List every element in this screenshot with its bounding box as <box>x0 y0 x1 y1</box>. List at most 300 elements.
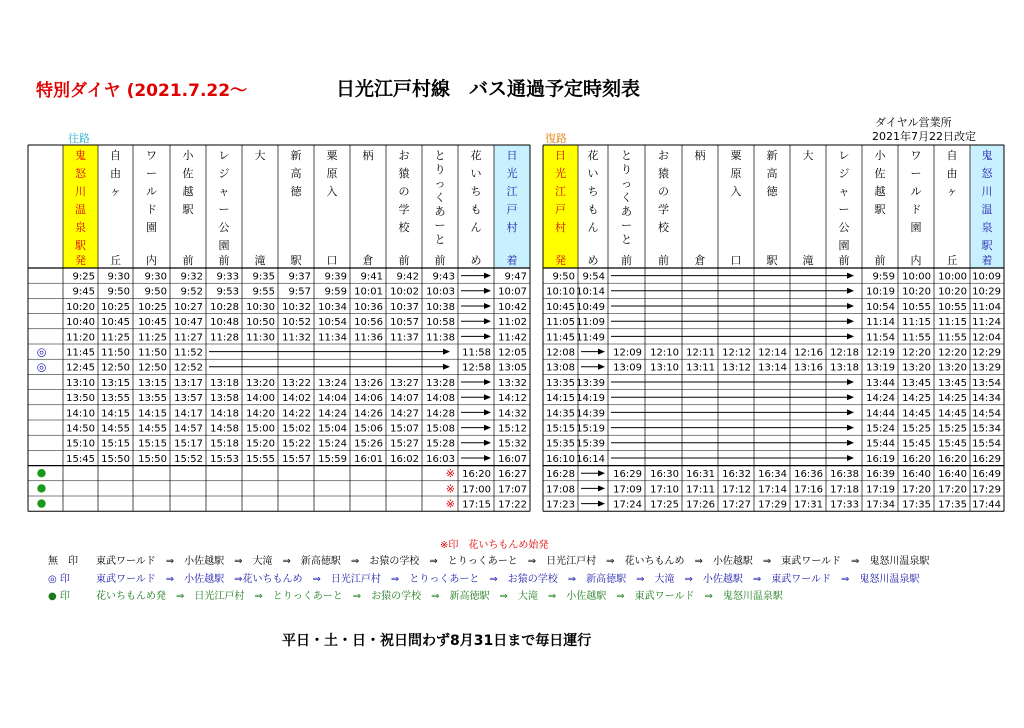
time-cell: 11:20 <box>66 332 95 344</box>
time-cell: 17:23 <box>546 499 575 511</box>
time-cell: 12:08 <box>546 347 575 359</box>
time-cell: 14:20 <box>246 408 275 420</box>
time-cell: 15:32 <box>498 438 527 450</box>
pass-arrow-head <box>598 349 605 355</box>
time-cell: 11:50 <box>101 347 130 359</box>
green-dot-marker <box>37 484 45 492</box>
time-cell: 15:39 <box>576 438 605 450</box>
time-cell: 15:18 <box>210 438 239 450</box>
time-cell: 14:15 <box>546 393 575 405</box>
time-cell: 13:20 <box>902 362 931 374</box>
time-cell: 13:09 <box>613 362 642 374</box>
stop-suffix: 前 <box>621 254 632 267</box>
time-cell: 12:04 <box>972 332 1001 344</box>
pass-arrow-head <box>598 501 605 507</box>
time-cell: 15:57 <box>282 453 311 465</box>
time-cell: 15:45 <box>902 438 931 450</box>
time-cell: 14:45 <box>938 408 967 420</box>
stop-suffix: 内 <box>146 254 157 267</box>
time-cell: 10:09 <box>972 271 1001 283</box>
time-cell: 10:52 <box>282 317 311 329</box>
time-cell: 15:00 <box>246 423 275 435</box>
time-cell: 10:20 <box>938 286 967 298</box>
time-cell: 13:55 <box>101 393 130 405</box>
time-cell: 11:30 <box>246 332 275 344</box>
legend-route: 東武ワールド ⇒ 小佐越駅 ⇒花いちもんめ ⇒ 日光江戸村 ⇒ とりっくあーと ⇒ お猿の学校 ⇒ 新高徳駅 ⇒ 大滝 ⇒ 小佐越駅 ⇒ 東武ワールド ⇒ 鬼怒川温泉駅 <box>96 574 920 585</box>
stop-name-char: お <box>658 149 669 162</box>
time-cell: 13:35 <box>546 377 575 389</box>
time-cell: 9:41 <box>360 271 383 283</box>
time-cell: 9:53 <box>216 286 239 298</box>
time-cell: 15:24 <box>866 423 895 435</box>
stop-name-char: ち <box>470 185 482 198</box>
time-cell: 15:24 <box>318 438 347 450</box>
time-cell: 16:36 <box>794 469 823 481</box>
time-cell: 15:44 <box>866 438 895 450</box>
stop-suffix: 内 <box>910 254 922 267</box>
time-cell: 13:16 <box>794 362 823 374</box>
time-cell: 10:03 <box>426 286 455 298</box>
time-cell: 12:20 <box>938 347 967 359</box>
stop-name-char: 由 <box>110 167 121 180</box>
pass-arrow-long-head <box>847 394 854 400</box>
time-cell: 14:19 <box>576 393 605 405</box>
stop-name-char: 花 <box>587 149 599 162</box>
time-cell: 17:31 <box>794 499 823 511</box>
pass-arrow-head <box>484 318 491 324</box>
green-dot-marker <box>37 469 45 477</box>
stop-name-char: お <box>398 149 410 162</box>
time-cell: 15:25 <box>902 423 931 435</box>
double-circle-marker: ◎ <box>36 360 47 374</box>
stop-name-char: ー <box>434 219 446 232</box>
stop-name-char: く <box>434 191 446 204</box>
stop-name-char: 入 <box>730 185 742 198</box>
time-cell: 10:02 <box>390 286 419 298</box>
stop-name-char: ジ <box>838 167 850 180</box>
stop-suffix: 丘 <box>110 254 121 267</box>
time-cell: 13:17 <box>174 377 203 389</box>
time-cell: 14:08 <box>426 393 455 405</box>
time-cell: 17:33 <box>830 499 859 511</box>
time-cell: 15:17 <box>174 438 203 450</box>
time-cell: 17:27 <box>722 499 751 511</box>
stop-suffix: 前 <box>874 254 886 267</box>
time-cell: 15:45 <box>66 453 95 465</box>
time-cell: 10:01 <box>354 286 383 298</box>
stop-name-char: 花 <box>470 149 482 162</box>
stop-suffix: 着 <box>981 254 993 267</box>
time-cell: 9:52 <box>180 286 203 298</box>
stop-name-char: い <box>470 167 482 180</box>
pass-arrow-long-head <box>847 409 854 415</box>
time-cell: 17:11 <box>686 484 715 496</box>
time-cell: 13:44 <box>866 377 895 389</box>
stop-name-char: と <box>434 149 446 162</box>
time-cell: 13:32 <box>498 377 527 389</box>
stop-name-char: 入 <box>326 185 338 198</box>
time-cell: 10:45 <box>101 317 130 329</box>
time-cell: 11:28 <box>210 332 239 344</box>
time-cell: 13:05 <box>498 362 527 374</box>
stop-name-char: 由 <box>946 167 958 180</box>
time-cell: 12:29 <box>972 347 1001 359</box>
time-cell: 11:32 <box>282 332 311 344</box>
time-cell: 15:15 <box>546 423 575 435</box>
time-cell: 17:29 <box>972 484 1001 496</box>
stop-name-char: 校 <box>658 221 669 234</box>
time-cell: 13:22 <box>282 377 311 389</box>
stop-name-char: レ <box>838 149 850 162</box>
time-cell: 14:06 <box>354 393 383 405</box>
time-cell: 16:29 <box>972 453 1001 465</box>
time-cell: 10:56 <box>354 317 383 329</box>
time-cell: 11:37 <box>390 332 419 344</box>
double-circle-marker: ◎ <box>36 345 47 359</box>
time-cell: 11:02 <box>498 317 527 329</box>
time-cell: 9:45 <box>72 286 95 298</box>
time-cell: 15:12 <box>498 423 527 435</box>
stop-name-char: ジ <box>218 167 230 180</box>
time-cell: 10:55 <box>938 301 967 313</box>
time-cell: 13:14 <box>758 362 787 374</box>
time-cell: 14:39 <box>576 408 605 420</box>
time-cell: 15:22 <box>282 438 311 450</box>
time-cell: 11:24 <box>972 317 1001 329</box>
time-cell: 14:12 <box>498 393 527 405</box>
time-cell: 16:20 <box>938 453 967 465</box>
time-cell: 12:58 <box>462 362 491 374</box>
stop-suffix: め <box>470 254 482 267</box>
stop-name-char: 村 <box>506 221 518 234</box>
time-cell: 17:14 <box>758 484 787 496</box>
time-cell: 15:15 <box>101 438 130 450</box>
stop-name-char: 柄 <box>694 149 706 162</box>
time-cell: 14:57 <box>174 423 203 435</box>
time-cell: 16:28 <box>546 469 575 481</box>
time-cell: 16:03 <box>426 453 455 465</box>
time-cell: 10:14 <box>576 286 605 298</box>
page-title: 日光江戸村線 バス通過予定時刻表 <box>336 78 641 100</box>
pass-arrow-head <box>484 333 491 339</box>
stop-name-char: く <box>621 191 632 204</box>
stop-name-char: 粟 <box>326 149 338 162</box>
time-cell: 10:00 <box>902 271 931 283</box>
time-cell: 17:24 <box>613 499 642 511</box>
time-cell: 10:55 <box>902 301 931 313</box>
time-cell: 13:50 <box>66 393 95 405</box>
stop-name-char: 公 <box>218 221 230 234</box>
time-cell: 10:36 <box>354 301 383 313</box>
time-cell: 17:18 <box>830 484 859 496</box>
time-cell: 10:25 <box>138 301 167 313</box>
time-cell: 12:14 <box>758 347 787 359</box>
time-cell: 17:09 <box>613 484 642 496</box>
time-cell: 11:09 <box>576 317 605 329</box>
stop-name-char: 高 <box>290 167 302 180</box>
time-cell: 13:58 <box>210 393 239 405</box>
time-cell: 15:02 <box>282 423 311 435</box>
time-cell: 17:15 <box>462 499 491 511</box>
time-cell: 14:04 <box>318 393 347 405</box>
time-cell: 15:26 <box>354 438 383 450</box>
operation-note: 平日・土・日・祝日問わず8月31日まで毎日運行 <box>282 633 592 649</box>
time-cell: 17:44 <box>972 499 1001 511</box>
time-cell: 16:31 <box>686 469 715 481</box>
time-cell: 10:42 <box>498 301 527 313</box>
stop-name-char: 学 <box>658 203 669 216</box>
stop-name-char: り <box>434 163 446 176</box>
time-cell: 10:27 <box>174 301 203 313</box>
stop-name-char: も <box>587 203 599 216</box>
time-cell: 10:28 <box>210 301 239 313</box>
time-cell: 13:29 <box>972 362 1001 374</box>
time-cell: 11:38 <box>426 332 455 344</box>
stop-suffix: 前 <box>398 254 410 267</box>
stop-suffix: 滝 <box>802 254 814 267</box>
stop-name-char: 園 <box>838 239 850 252</box>
stop-name-char: あ <box>621 205 632 218</box>
legend-mark: 無 印 <box>48 556 78 567</box>
pass-arrow-long-head <box>847 333 854 339</box>
footnote: ※印 花いちもんめ始発 <box>440 540 549 551</box>
stop-name-char: 佐 <box>874 167 886 180</box>
time-cell: 9:30 <box>144 271 167 283</box>
time-cell: 10:45 <box>138 317 167 329</box>
time-cell: 15:08 <box>426 423 455 435</box>
pass-arrow-long-head <box>847 288 854 294</box>
stop-name-char: 原 <box>730 167 742 180</box>
stop-name-char: 新 <box>766 149 778 162</box>
stop-name-char: も <box>470 203 482 216</box>
stop-name-char: ル <box>910 185 922 198</box>
pass-arrow-long-head <box>847 425 854 431</box>
stop-name-char: 泉 <box>75 221 86 234</box>
pass-arrow-head <box>484 303 491 309</box>
office-name: ダイヤル営業所 <box>875 116 952 129</box>
time-cell: 10:38 <box>426 301 455 313</box>
green-dot-marker <box>37 499 45 507</box>
time-cell: 13:28 <box>426 377 455 389</box>
legend-row-plain <box>48 552 929 567</box>
stop-name-char: 越 <box>182 185 194 198</box>
time-cell: 11:14 <box>866 317 895 329</box>
time-cell: 12:16 <box>794 347 823 359</box>
time-cell: 11:45 <box>66 347 95 359</box>
stop-name-char: 自 <box>946 149 958 162</box>
time-cell: 11:05 <box>546 317 575 329</box>
time-cell: 16:32 <box>722 469 751 481</box>
time-cell: 16:38 <box>830 469 859 481</box>
time-cell: 11:15 <box>938 317 967 329</box>
stop-name-char: ん <box>470 221 482 234</box>
stop-name-char: 泉 <box>981 221 993 234</box>
time-cell: 15:20 <box>246 438 275 450</box>
stop-name-char: ド <box>910 203 922 216</box>
time-cell: 17:16 <box>794 484 823 496</box>
time-cell: 9:50 <box>552 271 575 283</box>
time-cell: 14:32 <box>498 408 527 420</box>
stop-name-char: 駅 <box>182 203 194 216</box>
stop-name-char: 猿 <box>398 167 410 180</box>
time-cell: 12:20 <box>902 347 931 359</box>
pass-arrow-long-head <box>443 349 450 355</box>
time-cell: 9:35 <box>252 271 275 283</box>
stop-name-char: ャ <box>838 185 850 198</box>
time-cell: 12:50 <box>138 362 167 374</box>
time-cell: 13:18 <box>830 362 859 374</box>
stop-suffix: 口 <box>326 254 338 267</box>
time-cell: 9:43 <box>432 271 455 283</box>
stop-name-char: 駅 <box>981 239 993 252</box>
time-cell: 17:20 <box>902 484 931 496</box>
stop-name-char: 柄 <box>362 149 374 162</box>
stop-suffix: 口 <box>730 254 742 267</box>
time-cell: 12:50 <box>101 362 130 374</box>
time-cell: 9:39 <box>324 271 347 283</box>
stop-name-char: ド <box>146 203 157 216</box>
stop-name-char: 越 <box>874 185 886 198</box>
time-cell: 14:55 <box>101 423 130 435</box>
stop-name-char: 徳 <box>290 185 302 198</box>
stop-name-char: ー <box>838 203 850 216</box>
time-cell: 14:25 <box>902 393 931 405</box>
time-cell: 11:50 <box>138 347 167 359</box>
time-cell: 14:17 <box>174 408 203 420</box>
time-cell: 16:34 <box>758 469 787 481</box>
stop-name-char: 園 <box>218 239 230 252</box>
time-cell: 17:35 <box>902 499 931 511</box>
stop-name-char: の <box>658 185 669 198</box>
time-cell: 15:10 <box>66 438 95 450</box>
time-cell: 9:59 <box>872 271 895 283</box>
stop-suffix: 滝 <box>254 254 266 267</box>
stop-name-char: 川 <box>981 185 993 198</box>
stop-name-char: 小 <box>874 149 886 162</box>
time-cell: 11:58 <box>462 347 491 359</box>
stop-name-char: 温 <box>75 203 86 216</box>
time-cell: 16:10 <box>546 453 575 465</box>
time-cell: 13:45 <box>938 377 967 389</box>
time-cell: 9:55 <box>252 286 275 298</box>
pass-arrow-head <box>484 379 491 385</box>
time-cell: 10:19 <box>866 286 895 298</box>
time-cell: 10:54 <box>318 317 347 329</box>
pass-arrow-long-head <box>847 318 854 324</box>
time-cell: 15:34 <box>972 423 1001 435</box>
time-cell: 14:27 <box>390 408 419 420</box>
stop-suffix: 倉 <box>362 254 374 267</box>
stop-suffix: 駅 <box>290 254 302 267</box>
stop-name-char: 佐 <box>182 167 194 180</box>
time-cell: 9:25 <box>72 271 95 283</box>
stop-suffix: 丘 <box>946 254 958 267</box>
pass-arrow-head <box>484 409 491 415</box>
time-cell: 10:40 <box>66 317 95 329</box>
time-cell: 15:25 <box>938 423 967 435</box>
time-cell: 9:30 <box>107 271 130 283</box>
time-cell: 12:09 <box>613 347 642 359</box>
time-cell: 11:49 <box>576 332 605 344</box>
time-cell: 16:02 <box>390 453 419 465</box>
pass-arrow-head <box>598 364 605 370</box>
time-cell: 10:47 <box>174 317 203 329</box>
time-cell: 10:20 <box>66 301 95 313</box>
time-cell: 14:15 <box>101 408 130 420</box>
time-cell: 10:07 <box>498 286 527 298</box>
time-cell: 13:08 <box>546 362 575 374</box>
time-cell: 10:45 <box>546 301 575 313</box>
stop-name-char: ワ <box>146 149 157 162</box>
time-cell: 17:08 <box>546 484 575 496</box>
stop-suffix: 倉 <box>694 254 706 267</box>
time-cell: 11:04 <box>972 301 1001 313</box>
time-cell: 17:29 <box>758 499 787 511</box>
time-cell: 9:37 <box>288 271 311 283</box>
time-cell: 17:20 <box>938 484 967 496</box>
legend-route: 花いちもんめ発 ⇒ 日光江戸村 ⇒ とりっくあーと ⇒ お猿の学校 ⇒ 新高徳駅 ⇒ 大滝 ⇒ 小佐越駅 ⇒ 東武ワールド ⇒ 鬼怒川温泉駅 <box>96 591 783 602</box>
stop-suffix: め <box>587 254 599 267</box>
time-cell: 10:30 <box>246 301 275 313</box>
time-cell: 17:34 <box>866 499 895 511</box>
time-cell: 14:44 <box>866 408 895 420</box>
time-cell: 15:15 <box>138 438 167 450</box>
time-cell: 13:27 <box>390 377 419 389</box>
time-cell: 13:20 <box>938 362 967 374</box>
time-cell: 11:45 <box>546 332 575 344</box>
time-cell: 11:25 <box>101 332 130 344</box>
time-cell: 16:40 <box>902 469 931 481</box>
time-cell: 10:50 <box>246 317 275 329</box>
time-cell: 9:50 <box>144 286 167 298</box>
origin-marker: ※ <box>445 482 455 496</box>
time-cell: 17:35 <box>938 499 967 511</box>
time-cell: 13:18 <box>210 377 239 389</box>
time-cell: 9:33 <box>216 271 239 283</box>
stop-name-char: っ <box>434 177 446 190</box>
stop-name-char: ヶ <box>110 185 121 198</box>
time-cell: 16:29 <box>613 469 642 481</box>
time-cell: 9:54 <box>582 271 605 283</box>
time-cell: 9:59 <box>324 286 347 298</box>
time-cell: 13:10 <box>650 362 679 374</box>
origin-marker: ※ <box>445 467 455 481</box>
time-cell: 16:01 <box>354 453 383 465</box>
stop-name-char: 新 <box>290 149 302 162</box>
stop-name-char: 村 <box>555 221 566 234</box>
time-cell: 16:39 <box>866 469 895 481</box>
time-cell: 16:40 <box>938 469 967 481</box>
stop-name-char: と <box>621 149 632 162</box>
stop-suffix: 前 <box>434 254 446 267</box>
time-cell: 10:00 <box>938 271 967 283</box>
stop-suffix: 前 <box>182 254 194 267</box>
stop-name-char: ー <box>218 203 230 216</box>
time-cell: 14:35 <box>546 408 575 420</box>
time-cell: 14:02 <box>282 393 311 405</box>
time-cell: 10:58 <box>426 317 455 329</box>
time-cell: 16:07 <box>498 453 527 465</box>
time-cell: 12:11 <box>686 347 715 359</box>
stop-name-char: 園 <box>146 221 157 234</box>
pass-arrow-long-head <box>847 273 854 279</box>
time-cell: 13:11 <box>686 362 715 374</box>
stop-name-char: 戸 <box>555 203 566 216</box>
time-cell: 14:07 <box>390 393 419 405</box>
time-cell: 13:57 <box>174 393 203 405</box>
time-cell: 13:12 <box>722 362 751 374</box>
stop-name-char: 徳 <box>766 185 778 198</box>
